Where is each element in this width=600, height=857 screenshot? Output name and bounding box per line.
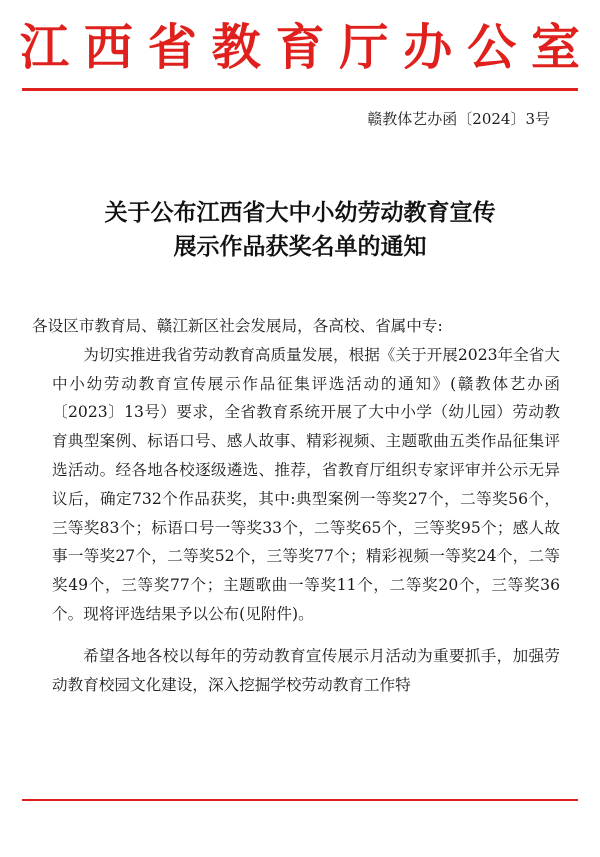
header-red-rule: [22, 88, 578, 91]
notice-title-line-1: 关于公布江西省大中小幼劳动教育宣传: [104, 199, 496, 226]
salutation: 各设区市教育局、赣江新区社会发展局，各高校、省属中专:: [32, 317, 443, 335]
body-paragraph-1: 为切实推进我省劳动教育高质量发展，根据《关于开展2023年全省大中小幼劳动教育宣传展示作品征集评选活动的通知》(赣教体艺办函〔2023〕13号）要求，全省教育系统开展了大中小学（幼儿园）劳动教育典型案例、标语口号、感人故事、精彩视频、主题歌曲五类作品征集评选活动。经各地各校逐级遴选、推荐，省教育厅组织专家评审并公示无异议后，确定732个作品获奖，其中:典型案例一等奖27个，二等奖56个，三等奖83个；标语口号一等奖33个，二等奖65个，三等奖95个；感人故事一等奖27个，二等奖52个，三等奖77个；精彩视频一等奖24个，二等奖49个，三等奖77个；主题歌曲一等奖11个，二等奖20个，三等奖36个。现将评选结果予以公布(见附件)。: [52, 345, 560, 623]
notice-title-line-2: 展示作品获奖名单的通知: [173, 233, 427, 260]
notice-body: [32, 312, 560, 699]
issuing-office-title: 江西省教育厅办公室: [20, 18, 580, 76]
document-number: 赣教体艺办函〔2024〕3号: [367, 110, 550, 128]
body-paragraph-2: 希望各地各校以每年的劳动教育宣传展示月活动为重要抓手，加强劳动教育校园文化建设，深入挖掘学校劳动教育工作特: [52, 646, 560, 694]
notice-title: [30, 196, 570, 264]
footer-red-rule: [22, 799, 578, 801]
